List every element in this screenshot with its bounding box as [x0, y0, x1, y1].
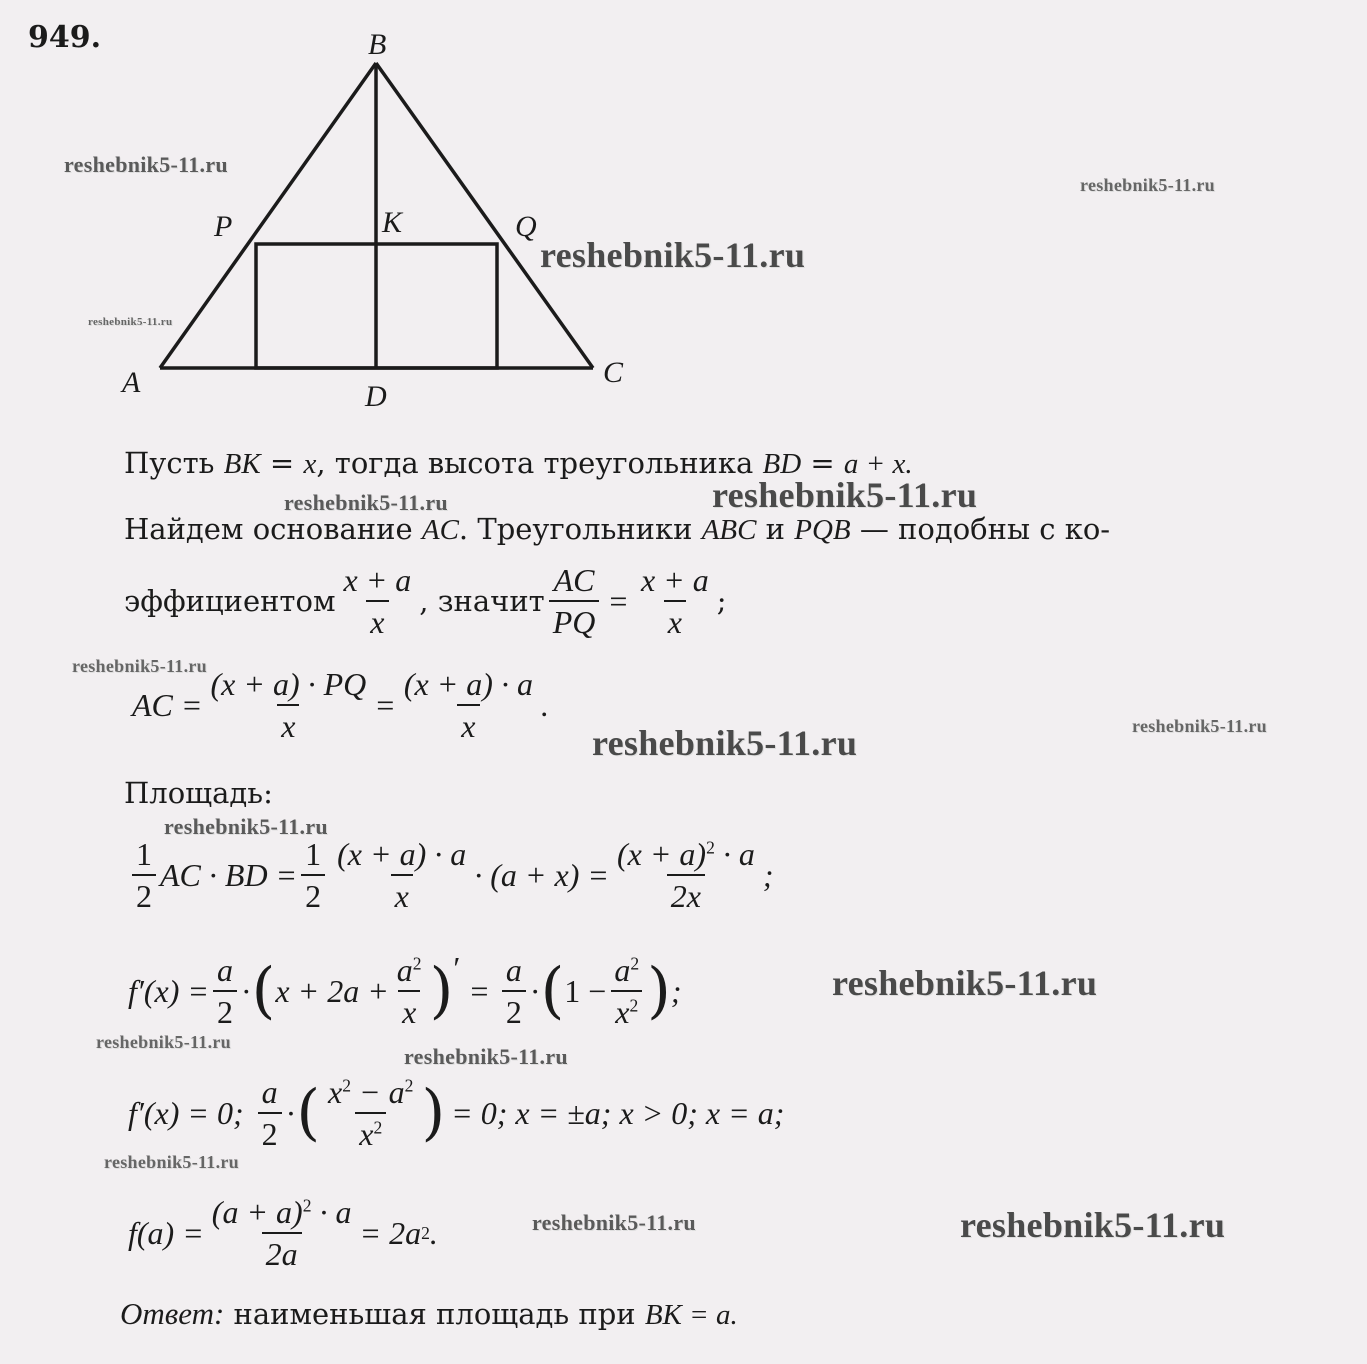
watermark: reshebnik5-11.ru [1080, 175, 1215, 195]
coef-fraction: $\frac{x + a}{x}$ [343, 562, 412, 640]
watermark: reshebnik5-11.ru [960, 1205, 1226, 1245]
text-line-3: эффициентом $\frac{x + a}{x}$ , значит $\frac{AC}{PQ}$ = $\frac{x + a}{x}$ ; [124, 562, 727, 640]
label-a: A [122, 366, 141, 399]
label-d: D [365, 380, 387, 413]
label-k: K [382, 206, 403, 239]
label-q: Q [515, 210, 537, 243]
watermark: reshebnik5-11.ru [88, 316, 173, 328]
side-ab [160, 63, 376, 368]
f-of-a-formula: f(a) = $\frac{(a + a)^2 \cdot a}{2a}$ = 2a 2 . [128, 1194, 438, 1272]
watermark: reshebnik5-11.ru [540, 235, 806, 275]
watermark: reshebnik5-11.ru [284, 490, 448, 515]
derivative-formula: f′(x) = $\frac{a}{2}$ · ( x + 2a + $\frac{a^2}{x}$ ) ′ = $\frac{a}{2}$ · ( 1 − $\frac{a^2}{x^2}$ ) ; [128, 950, 682, 1030]
watermark: reshebnik5-11.ru [96, 1032, 231, 1052]
side-bc [376, 63, 593, 368]
watermark: reshebnik5-11.ru [72, 656, 207, 676]
area-formula: $\frac{1}{2}$ AC · BD = $\frac{1}{2}$ $\frac{(x + a) \cdot a}{x}$ · (a + x) = $\frac{(x + a)^2 \cdot a}{2x}$ ; [128, 834, 774, 916]
watermark: reshebnik5-11.ru [164, 814, 328, 839]
answer-line: Ответ: наименьшая площадь при BK = a. [120, 1296, 738, 1331]
watermark: reshebnik5-11.ru [64, 152, 228, 177]
ac-formula: AC = $\frac{(x + a) \cdot PQ}{x}$ = $\frac{(x + a) \cdot a}{x}$ . [132, 666, 549, 744]
text-line-2: Найдем основание AC. Треугольники ABC и PQB — подобны с ко- [124, 512, 1111, 546]
watermark: reshebnik5-11.ru [404, 1044, 568, 1069]
ratio-rhs-fraction: $\frac{x + a}{x}$ [640, 562, 709, 640]
label-p: P [214, 210, 233, 243]
zero-derivative-formula: f′(x) = 0; $\frac{a}{2}$ · ( $\frac{x^2 - a^2}{x^2}$ ) = 0; x = ±a; x > 0; x = a; [128, 1074, 785, 1152]
watermark: reshebnik5-11.ru [592, 723, 858, 763]
ratio-fraction: $\frac{AC}{PQ}$ [549, 560, 600, 642]
label-c: C [603, 356, 624, 389]
watermark: reshebnik5-11.ru [712, 475, 978, 515]
label-b: B [368, 28, 387, 61]
watermark: reshebnik5-11.ru [832, 963, 1098, 1003]
text-line-1: Пусть BK = x, тогда высота треугольника BD = a + x. [124, 446, 913, 480]
watermark: reshebnik5-11.ru [532, 1210, 696, 1235]
problem-number: 949. [28, 20, 102, 55]
area-label: Площадь: [124, 776, 273, 810]
watermark: reshebnik5-11.ru [1132, 716, 1267, 736]
watermark: reshebnik5-11.ru [104, 1152, 239, 1172]
